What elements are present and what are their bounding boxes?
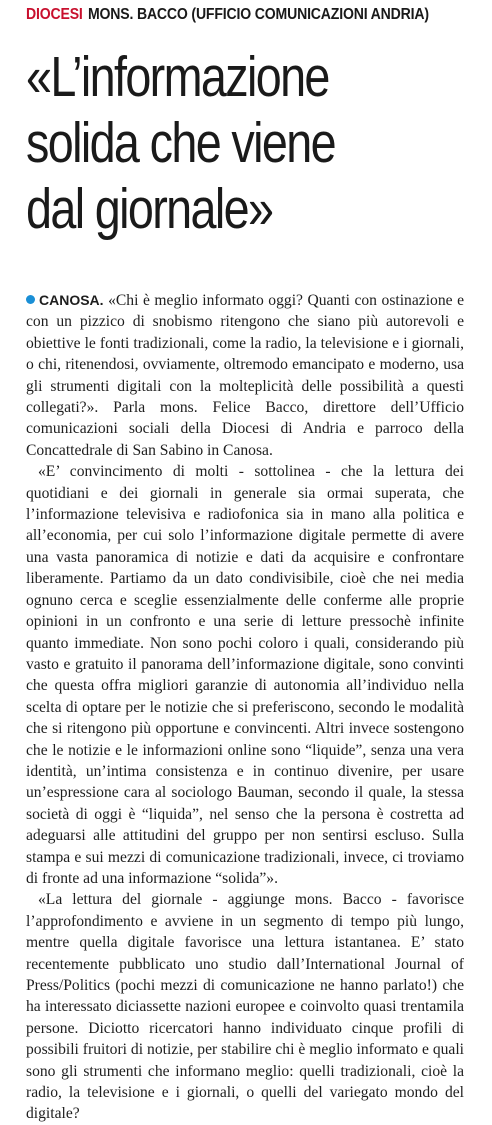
kicker-byline: MONS. BACCO (UFFICIO COMUNICAZIONI ANDRIA): [87, 6, 429, 23]
section-label: DIOCESI: [26, 6, 83, 23]
paragraph-1-text: «Chi è meglio informato oggi? Quanti con ostinazione e con un pizzico di snobismo ritengono che siano più autorevoli e obiettive le fonti tradizionali, come la radio, la televisione e i giornali, o chi, ritenendosi, ovviamente, oltremodo emancipato e moderno, usa gli strumenti digitali con la molteplicità delle possibilità a questi collegati?». Parla mons. Felice Bacco, direttore dell’Ufficio comunicazioni sociali della Diocesi di Andria e parroco della Concattedrale di San Sabino in Canosa.: [26, 292, 464, 459]
headline-line-1: «L’informazione: [26, 45, 329, 109]
article-body: [26, 290, 464, 1125]
headline: [26, 44, 452, 242]
article-kicker: [26, 6, 429, 24]
headline-line-3: dal giornale»: [26, 177, 273, 241]
paragraph-1: [26, 290, 464, 461]
paragraph-2: «E’ convincimento di molti - sottolinea - che la lettura dei quotidiani e dei giornali in generale sia ormai superata, che l’informazione televisiva e radiofonica sia in mano alla politica e all’economia, per cui solo l’informazione digitale permette di avere una vasta panoramica di notizie e dati da acquisire e confrontare liberamente. Partiamo da un dato condivisibile, cioè che nei media ognuno cerca e sceglie essenzialmente delle conferme alle proprie opinioni in un confronto e una serie di letture pressochè infinite quanto immediate. Non sono pochi coloro i quali, considerando più vasto e gratuito il panorama dell’informazione digitale, sono convinti che questa offra migliori garanzie di autonomia all’individuo nella scelta di optare per le notizie che si preferiscono, secondo le modalità che si ritengono più opportune e convincenti. Altri invece sostengono che le notizie e le informazioni online sono “liquide”, senza una vera identità, un’intima consistenza e in continuo divenire, per usare un’espressione cara al sociologo Bauman, secondo il quale, la stessa società di oggi è “liquida”, nel senso che la persona è costretta ad adeguarsi alle attitudini del gruppo per non sentirsi escluso. Sulla stampa e sui mezzi di comunicazione tradizionali, invece, ci troviamo di fronte ad una informazione “solida”».: [26, 463, 464, 887]
dateline: CANOSA.: [39, 292, 104, 308]
bullet-icon: [26, 295, 35, 304]
paragraph-3: «La lettura del giornale - aggiunge mons. Bacco - favorisce l’approfondimento e avviene in un segmento di tempo più lungo, mentre quella digitale favorisce una lettura istantanea. E’ stato recentemente pubblicato uno studio dall’International Journal of Press/Politics (pochi mezzi di comunicazione ne hanno parlato!) che ha interessato diciassette nazioni europee e coinvolto quasi trentamila persone. Diciotto ricercatori hanno individuato cinque profili di possibili fruitori di notizie, per stabilire chi è meglio informato e quali sono gli strumenti che informano meglio: quelli tradizionali, cioè la radio, la televisione e i giornali, o quelli del variegato mondo del digitale?: [26, 891, 464, 1123]
headline-line-2: solida che viene: [26, 111, 335, 175]
